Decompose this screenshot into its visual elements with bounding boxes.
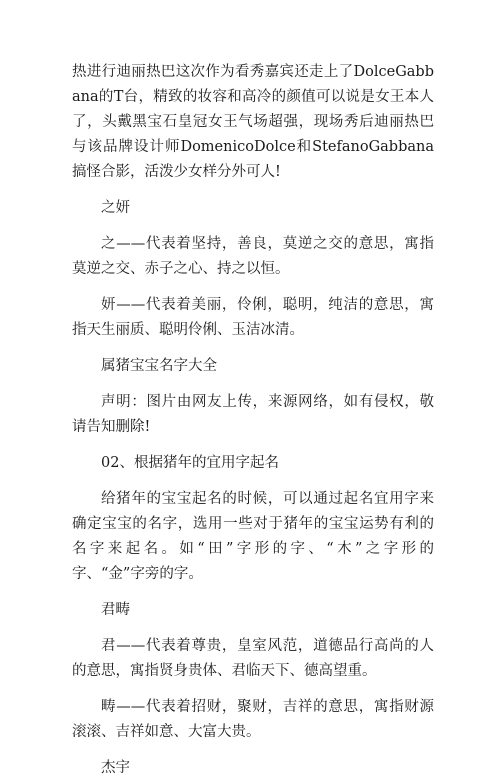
name-heading-zhiyan: 之妍 <box>101 200 130 216</box>
name-heading-jieyu: 杰宇 <box>101 760 130 776</box>
paragraph-jun-meaning: 君——代表着尊贵，皇室风范，道德品行高尚的人的意思，寓指贤身贵体、君临天下、德高望重。 <box>72 638 434 679</box>
document-body <box>72 60 434 781</box>
disclaimer-paragraph: 声明：图片由网友上传，来源网络，如有侵权，敬请告知删除! <box>72 394 434 435</box>
name-heading-junchou: 君畴 <box>101 602 130 618</box>
paragraph-chou-meaning: 畴——代表着招财，聚财，吉祥的意思，寓指财源滚滚、吉祥如意、大富大贵。 <box>72 699 434 740</box>
paragraph-yan-meaning: 妍——代表着美丽，伶俐，聪明，纯洁的意思，寓指天生丽质、聪明伶俐、玉洁冰清。 <box>72 297 434 338</box>
paragraph-zhi-meaning: 之——代表着坚持，善良，莫逆之交的意思，寓指莫逆之交、赤子之心、持之以恒。 <box>72 236 434 277</box>
intro-paragraph: 热进行迪丽热巴这次作为看秀嘉宾还走上了DolceGabbana的T台，精致的妆容和高冷的颜值可以说是女王本人了，头戴黑宝石皇冠女王气场超强，现场秀后迪丽热巴与该品牌设计师DomenicoDolce和StefanoGabbana搞怪合影，活泼少女样分外可人! <box>72 64 434 180</box>
section-heading-pig-names: 属猪宝宝名字大全 <box>101 358 217 374</box>
section-heading-suitable-characters: 02、根据猪年的宜用字起名 <box>101 455 279 471</box>
paragraph-suitable-characters: 给猪年的宝宝起名的时候，可以通过起名宜用字来确定宝宝的名字，选用一些对于猪年的宝宝运势有利的名字来起名。如“田”字形的字、“木”之字形的字、“金”字旁的字。 <box>72 491 434 582</box>
